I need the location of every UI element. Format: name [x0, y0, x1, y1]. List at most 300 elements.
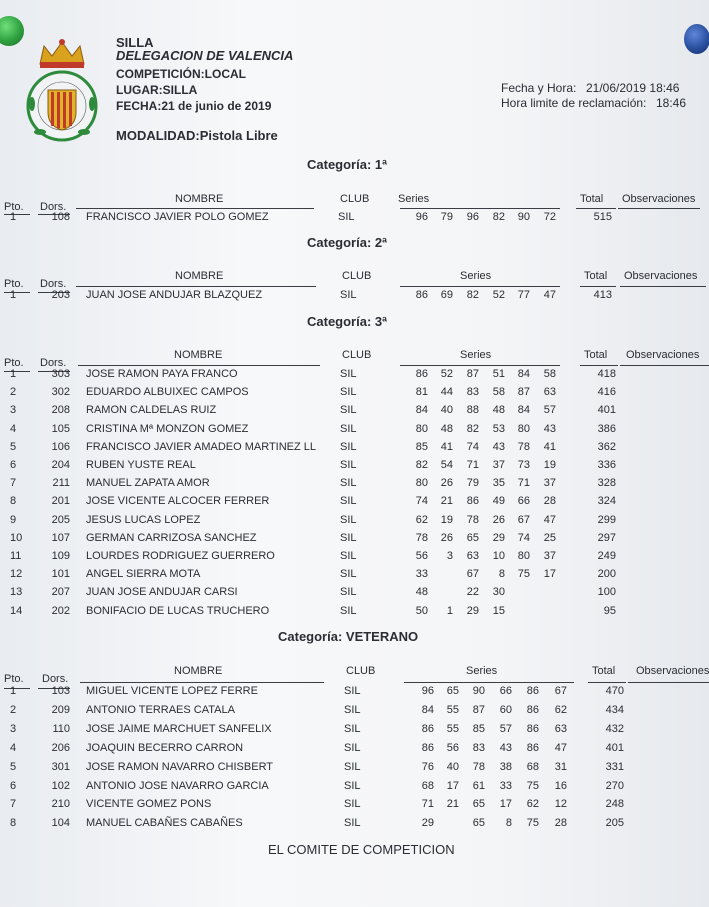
row-series-score: 37 [543, 477, 556, 489]
row-series-score: 47 [543, 289, 556, 301]
row-name: LOURDES RODRIGUEZ GUERRERO [86, 550, 275, 562]
row-bib-number: 203 [51, 289, 70, 301]
row-series-score: 48 [440, 423, 453, 435]
row-total: 362 [597, 441, 616, 453]
row-bib-number: 205 [51, 514, 70, 526]
row-position: 5 [10, 761, 17, 773]
row-series-score: 79 [440, 211, 453, 223]
row-name: ANTONIO TERRAES CATALA [86, 704, 235, 716]
category-title: Categoría: VETERANO [278, 629, 419, 644]
row-name: MIGUEL VICENTE LOPEZ FERRE [86, 685, 258, 697]
row-series-score: 17 [499, 798, 512, 810]
row-series-score: 43 [492, 441, 505, 453]
row-series-score: 67 [517, 514, 530, 526]
column-header-dors: Dors. [40, 201, 67, 213]
row-position: 4 [10, 423, 17, 435]
row-club: SIL [344, 685, 361, 697]
column-header-obs: Observaciones [626, 349, 700, 361]
row-club: SIL [344, 817, 361, 829]
row-series-score: 78 [415, 532, 428, 544]
row-series-score: 8 [498, 568, 505, 580]
row-series-score: 37 [492, 459, 505, 471]
row-club: SIL [340, 495, 357, 507]
column-header-series: Series [466, 665, 498, 677]
column-underline [576, 208, 616, 209]
row-bib-number: 302 [51, 386, 70, 398]
row-series-score: 12 [554, 798, 567, 810]
category-title: Categoría: 1ª [307, 157, 387, 172]
header-delegation: DELEGACION DE VALENCIA [116, 48, 294, 63]
row-series-score: 67 [466, 568, 479, 580]
row-position: 6 [10, 780, 17, 792]
row-club: SIL [344, 798, 361, 810]
row-bib-number: 209 [51, 704, 70, 716]
row-bib-number: 206 [51, 742, 70, 754]
row-series-score: 33 [415, 568, 428, 580]
row-name: JUAN JOSE ANDUJAR CARSI [86, 586, 238, 598]
row-series-score: 54 [440, 459, 453, 471]
row-series-score: 57 [499, 723, 512, 735]
row-total: 515 [593, 211, 612, 223]
column-header-club: CLUB [340, 193, 370, 205]
row-series-score: 67 [554, 685, 567, 697]
row-series-score: 28 [543, 495, 556, 507]
category-title: Categoría: 2ª [307, 235, 387, 250]
row-position: 2 [10, 704, 17, 716]
row-series-score: 96 [421, 685, 434, 697]
column-header-club: CLUB [342, 270, 372, 282]
row-series-score: 63 [466, 550, 479, 562]
row-series-score: 81 [415, 386, 428, 398]
row-club: SIL [340, 550, 357, 562]
row-total: 432 [605, 723, 624, 735]
column-header-obs: Observaciones [624, 270, 698, 282]
row-bib-number: 301 [51, 761, 70, 773]
row-name: RAMON CALDELAS RUIZ [86, 404, 217, 416]
row-total: 401 [605, 742, 624, 754]
row-bib-number: 101 [51, 568, 70, 580]
header-competition: COMPETICIÓN:LOCAL [116, 67, 246, 81]
row-series-score: 82 [466, 423, 479, 435]
column-header-series: Series [460, 270, 492, 282]
row-series-score: 86 [421, 742, 434, 754]
row-series-score: 19 [543, 459, 556, 471]
row-series-score: 86 [526, 704, 539, 716]
row-series-score: 33 [499, 780, 512, 792]
row-series-score: 96 [415, 211, 428, 223]
row-series-score: 10 [492, 550, 505, 562]
row-bib-number: 105 [51, 423, 70, 435]
row-series-score: 78 [517, 441, 530, 453]
row-series-score: 29 [492, 532, 505, 544]
row-series-score: 68 [526, 761, 539, 773]
row-position: 3 [10, 404, 17, 416]
row-series-score: 22 [466, 586, 479, 598]
row-series-score: 86 [415, 289, 428, 301]
row-bib-number: 102 [51, 780, 70, 792]
header-city: SILLA [116, 35, 154, 50]
row-series-score: 30 [492, 586, 505, 598]
row-club: SIL [344, 742, 361, 754]
row-position: 11 [10, 550, 22, 562]
column-header-total: Total [580, 193, 604, 205]
row-series-score: 71 [421, 798, 434, 810]
column-underline [620, 365, 709, 366]
row-series-score: 26 [440, 532, 453, 544]
row-series-score: 55 [446, 704, 459, 716]
row-series-score: 75 [526, 780, 539, 792]
row-total: 95 [603, 605, 616, 617]
column-header-pto: Pto. [4, 357, 24, 369]
row-name: JOSE RAMON NAVARRO CHISBERT [86, 761, 274, 773]
row-series-score: 63 [543, 386, 556, 398]
row-series-score: 72 [543, 211, 556, 223]
column-underline [4, 292, 30, 293]
column-underline [76, 208, 314, 209]
column-underline [78, 365, 320, 366]
row-series-score: 80 [517, 423, 530, 435]
row-total: 413 [593, 289, 612, 301]
row-club: SIL [340, 289, 357, 301]
row-series-score: 62 [526, 798, 539, 810]
row-total: 324 [597, 495, 616, 507]
row-series-score: 86 [526, 685, 539, 697]
row-bib-number: 204 [51, 459, 70, 471]
row-series-score: 84 [517, 368, 530, 380]
row-series-score: 58 [492, 386, 505, 398]
row-name: EDUARDO ALBUIXEC CAMPOS [86, 386, 249, 398]
row-series-score: 28 [554, 817, 567, 829]
row-bib-number: 109 [51, 550, 70, 562]
row-club: SIL [338, 211, 355, 223]
row-bib-number: 107 [51, 532, 70, 544]
row-series-score: 37 [543, 550, 556, 562]
row-series-score: 80 [415, 423, 428, 435]
row-series-score: 62 [554, 704, 567, 716]
column-header-series: Series [398, 193, 430, 205]
row-series-score: 90 [517, 211, 530, 223]
row-total: 297 [597, 532, 616, 544]
row-total: 299 [597, 514, 616, 526]
row-series-score: 56 [446, 742, 459, 754]
row-series-score: 1 [446, 605, 453, 617]
row-name: ANGEL SIERRA MOTA [86, 568, 201, 580]
column-underline [4, 214, 30, 215]
row-series-score: 74 [466, 441, 479, 453]
row-position: 8 [10, 817, 17, 829]
row-series-score: 65 [466, 532, 479, 544]
row-series-score: 43 [499, 742, 512, 754]
row-position: 1 [10, 685, 17, 697]
row-name: FRANCISCO JAVIER AMADEO MARTINEZ LL [86, 441, 317, 453]
column-header-club: CLUB [346, 665, 376, 677]
row-position: 12 [10, 568, 23, 580]
column-header-total: Total [592, 665, 616, 677]
row-series-score: 84 [517, 404, 530, 416]
column-header-series: Series [460, 349, 492, 361]
row-series-score: 35 [492, 477, 505, 489]
row-club: SIL [340, 477, 357, 489]
column-underline [588, 682, 626, 683]
column-header-pto: Pto. [4, 278, 24, 290]
row-club: SIL [340, 423, 357, 435]
row-series-score: 86 [466, 495, 479, 507]
row-series-score: 16 [554, 780, 567, 792]
row-series-score: 78 [466, 514, 479, 526]
row-series-score: 19 [440, 514, 453, 526]
row-series-score: 26 [492, 514, 505, 526]
row-series-score: 66 [499, 685, 512, 697]
row-name: MANUEL CABAÑES CABAÑES [86, 817, 243, 829]
row-series-score: 75 [526, 817, 539, 829]
row-club: SIL [344, 780, 361, 792]
column-underline [620, 286, 706, 287]
row-position: 7 [10, 477, 17, 489]
row-club: SIL [340, 368, 357, 380]
green-pushpin [0, 16, 24, 46]
row-total: 270 [605, 780, 624, 792]
row-name: JOAQUIN BECERRO CARRON [86, 742, 244, 754]
row-series-score: 82 [492, 211, 505, 223]
header-date: FECHA:21 de junio de 2019 [116, 99, 272, 113]
column-header-dors: Dors. [40, 278, 67, 290]
row-club: SIL [340, 605, 357, 617]
row-total: 386 [597, 423, 616, 435]
row-total: 416 [597, 386, 616, 398]
column-header-nombre: NOMBRE [174, 665, 223, 677]
row-series-score: 66 [517, 495, 530, 507]
column-header-club: CLUB [342, 349, 372, 361]
column-header-nombre: NOMBRE [174, 349, 223, 361]
datetime-label: Fecha y Hora: [501, 81, 577, 95]
row-series-score: 85 [415, 441, 428, 453]
row-series-score: 86 [526, 742, 539, 754]
row-series-score: 60 [499, 704, 512, 716]
row-position: 1 [10, 289, 17, 301]
column-header-total: Total [584, 270, 608, 282]
header-modality: MODALIDAD:Pistola Libre [116, 128, 278, 143]
row-series-score: 75 [517, 568, 530, 580]
row-series-score: 40 [446, 761, 459, 773]
row-position: 1 [10, 211, 17, 223]
row-total: 331 [605, 761, 624, 773]
row-series-score: 65 [446, 685, 459, 697]
row-series-score: 3 [446, 550, 453, 562]
row-total: 336 [597, 459, 616, 471]
row-position: 8 [10, 495, 17, 507]
row-club: SIL [340, 532, 357, 544]
row-name: CRISTINA Mª MONZON GOMEZ [86, 423, 249, 435]
row-bib-number: 108 [51, 211, 70, 223]
row-name: JUAN JOSE ANDUJAR BLAZQUEZ [86, 289, 263, 301]
row-series-score: 51 [492, 368, 505, 380]
row-series-score: 79 [466, 477, 479, 489]
row-series-score: 8 [505, 817, 512, 829]
row-series-score: 86 [421, 723, 434, 735]
row-position: 13 [10, 586, 23, 598]
row-position: 14 [10, 605, 23, 617]
column-underline [400, 365, 560, 366]
column-header-dors: Dors. [40, 357, 67, 369]
row-name: FRANCISCO JAVIER POLO GOMEZ [86, 211, 269, 223]
row-bib-number: 201 [51, 495, 70, 507]
row-position: 7 [10, 798, 17, 810]
row-series-score: 71 [466, 459, 479, 471]
row-bib-number: 208 [51, 404, 70, 416]
column-underline [628, 682, 709, 683]
row-series-score: 44 [440, 386, 453, 398]
row-position: 2 [10, 386, 17, 398]
row-series-score: 85 [472, 723, 485, 735]
row-series-score: 83 [472, 742, 485, 754]
row-position: 1 [10, 368, 17, 380]
row-series-score: 58 [543, 368, 556, 380]
row-series-score: 52 [492, 289, 505, 301]
row-series-score: 38 [499, 761, 512, 773]
claim-deadline-value: 18:46 [656, 96, 687, 110]
row-series-score: 84 [415, 404, 428, 416]
row-series-score: 29 [421, 817, 434, 829]
row-series-score: 71 [517, 477, 530, 489]
column-underline [580, 365, 618, 366]
column-underline [4, 688, 30, 689]
row-series-score: 61 [472, 780, 485, 792]
column-underline [400, 286, 560, 287]
footer-committee: EL COMITE DE COMPETICION [268, 842, 455, 857]
row-name: BONIFACIO DE LUCAS TRUCHERO [86, 605, 270, 617]
column-underline [618, 208, 700, 209]
row-position: 5 [10, 441, 17, 453]
row-series-score: 80 [517, 550, 530, 562]
column-header-obs: Observaciones [622, 193, 696, 205]
claim-deadline-label: Hora limite de reclamación: [501, 96, 647, 110]
row-series-score: 17 [446, 780, 459, 792]
row-series-score: 62 [415, 514, 428, 526]
row-position: 6 [10, 459, 17, 471]
row-name: JOSE RAMON PAYA FRANCO [86, 368, 238, 380]
row-series-score: 83 [466, 386, 479, 398]
row-bib-number: 202 [51, 605, 70, 617]
row-bib-number: 211 [52, 477, 70, 489]
row-position: 4 [10, 742, 17, 754]
row-club: SIL [340, 386, 357, 398]
row-series-score: 25 [543, 532, 556, 544]
row-series-score: 55 [446, 723, 459, 735]
row-bib-number: 106 [51, 441, 70, 453]
row-position: 10 [10, 532, 23, 544]
column-underline [400, 208, 560, 209]
row-series-score: 82 [466, 289, 479, 301]
column-underline [404, 682, 574, 683]
row-series-score: 82 [415, 459, 428, 471]
row-series-score: 21 [440, 495, 453, 507]
row-name: RUBEN YUSTE REAL [86, 459, 196, 471]
row-series-score: 65 [472, 817, 485, 829]
column-header-obs: Observaciones [636, 665, 709, 677]
row-name: VICENTE GOMEZ PONS [86, 798, 212, 810]
row-name: ANTONIO JOSE NAVARRO GARCIA [86, 780, 269, 792]
row-series-score: 87 [466, 368, 479, 380]
row-series-score: 78 [472, 761, 485, 773]
row-series-score: 88 [466, 404, 479, 416]
row-total: 401 [597, 404, 616, 416]
row-series-score: 56 [415, 550, 428, 562]
row-name: JOSE VICENTE ALCOCER FERRER [86, 495, 270, 507]
row-series-score: 15 [492, 605, 505, 617]
row-total: 418 [597, 368, 616, 380]
row-bib-number: 103 [51, 685, 70, 697]
row-total: 248 [605, 798, 624, 810]
row-series-score: 41 [440, 441, 453, 453]
row-total: 434 [605, 704, 624, 716]
row-series-score: 31 [554, 761, 567, 773]
row-series-score: 80 [415, 477, 428, 489]
column-underline [4, 371, 30, 372]
row-series-score: 77 [517, 289, 530, 301]
row-bib-number: 104 [51, 817, 70, 829]
row-series-score: 74 [517, 532, 530, 544]
row-series-score: 73 [517, 459, 530, 471]
column-header-pto: Pto. [4, 201, 24, 213]
row-series-score: 52 [440, 368, 453, 380]
row-series-score: 96 [466, 211, 479, 223]
row-club: SIL [344, 723, 361, 735]
row-series-score: 47 [554, 742, 567, 754]
row-series-score: 86 [526, 723, 539, 735]
row-series-score: 43 [543, 423, 556, 435]
row-series-score: 26 [440, 477, 453, 489]
column-header-total: Total [584, 349, 608, 361]
row-total: 200 [597, 568, 616, 580]
row-club: SIL [340, 568, 357, 580]
row-series-score: 86 [415, 368, 428, 380]
row-series-score: 48 [415, 586, 428, 598]
row-series-score: 17 [543, 568, 556, 580]
row-series-score: 40 [440, 404, 453, 416]
federation-crest-logo [26, 34, 98, 148]
column-header-pto: Pto. [4, 673, 24, 685]
blue-pushpin [684, 24, 709, 54]
row-series-score: 90 [472, 685, 485, 697]
row-club: SIL [340, 441, 357, 453]
row-series-score: 21 [446, 798, 459, 810]
row-series-score: 50 [415, 605, 428, 617]
column-header-nombre: NOMBRE [175, 193, 224, 205]
row-club: SIL [340, 459, 357, 471]
row-bib-number: 210 [51, 798, 70, 810]
row-series-score: 41 [543, 441, 556, 453]
column-underline [80, 682, 324, 683]
row-series-score: 29 [466, 605, 479, 617]
row-total: 100 [597, 586, 616, 598]
row-series-score: 87 [472, 704, 485, 716]
row-series-score: 57 [543, 404, 556, 416]
row-total: 470 [605, 685, 624, 697]
row-name: MANUEL ZAPATA AMOR [86, 477, 210, 489]
header-place: LUGAR:SILLA [116, 83, 198, 97]
column-underline [580, 286, 616, 287]
row-position: 3 [10, 723, 17, 735]
row-bib-number: 207 [51, 586, 70, 598]
row-series-score: 63 [554, 723, 567, 735]
row-club: SIL [344, 761, 361, 773]
column-header-dors: Dors. [42, 673, 69, 685]
row-club: SIL [340, 586, 357, 598]
datetime-value: 21/06/2019 18:46 [586, 81, 680, 95]
row-series-score: 87 [517, 386, 530, 398]
row-series-score: 65 [472, 798, 485, 810]
row-total: 249 [597, 550, 616, 562]
